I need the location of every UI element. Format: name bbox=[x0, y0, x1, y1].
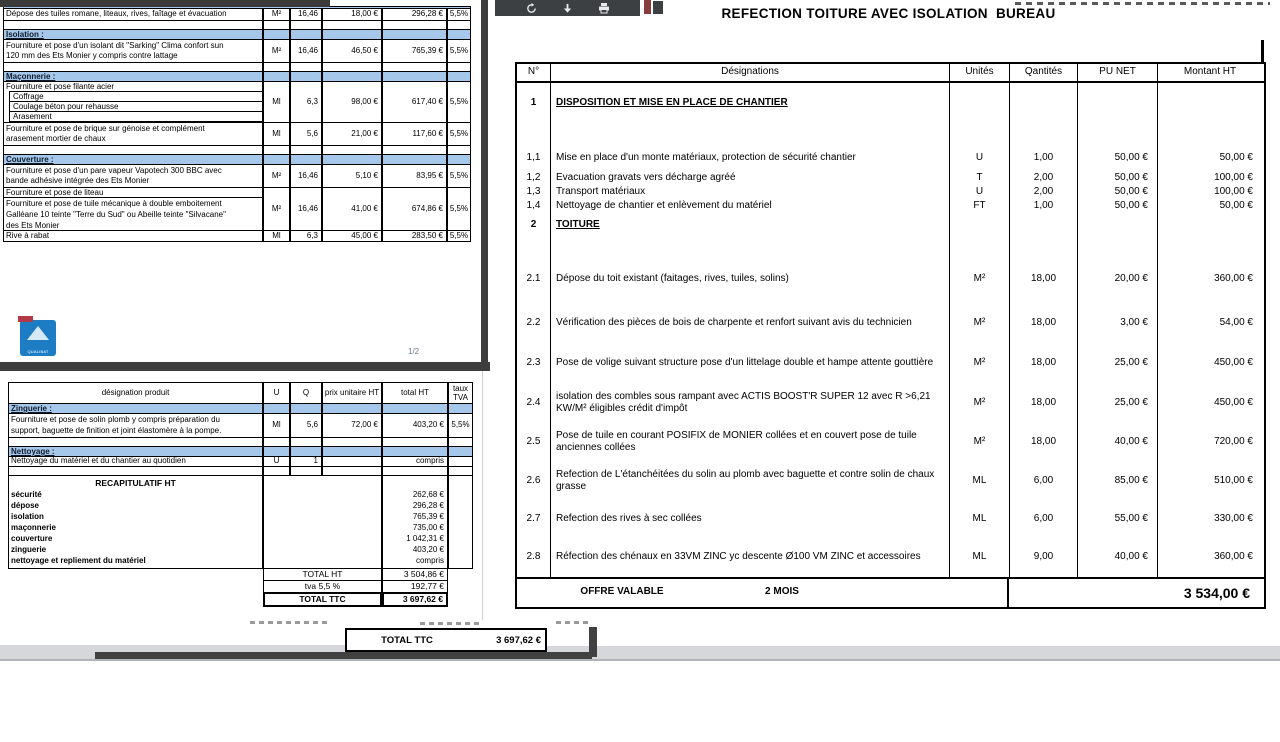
designation-line: 120 mm des Ets Monier y compris contre lattage bbox=[6, 51, 178, 60]
designation-line: Galléane 10 teinte "Terre du Sud" ou Abeille teinte "Silvacane" bbox=[6, 210, 226, 219]
table-row bbox=[3, 164, 471, 188]
unit-price-cell: 20,00 € bbox=[1078, 255, 1158, 303]
quantity-cell: 1,00 bbox=[1010, 199, 1078, 213]
recap-label: zinguerie bbox=[11, 544, 47, 554]
designation-subline: Coffrage bbox=[9, 91, 262, 102]
row-number: 1 bbox=[517, 83, 551, 145]
total-label: tva 5,5 % bbox=[263, 580, 382, 593]
designation-text: Nettoyage de chantier et enlèvement du matériel bbox=[556, 199, 772, 211]
quantity-cell: 16,46 bbox=[290, 8, 322, 21]
designation-subline: Coulage béton pour rehausse bbox=[9, 101, 262, 112]
unit-price-cell bbox=[1078, 213, 1158, 255]
quote-table-header-row bbox=[517, 64, 1264, 83]
left-page-1 bbox=[0, 0, 481, 362]
quantity-cell: 2,00 bbox=[1010, 171, 1078, 185]
unit-price-cell: 25,00 € bbox=[1078, 383, 1158, 423]
total-cell: 296,28 € bbox=[382, 8, 447, 21]
clipped-header-text bbox=[1015, 2, 1270, 5]
background-total-label: TOTAL TTC bbox=[381, 634, 433, 646]
unit-cell: U bbox=[950, 185, 1010, 199]
quote-row bbox=[517, 383, 1264, 423]
unit-cell: ML bbox=[950, 461, 1010, 501]
designation-line: bande adhésive intégrée des Ets Monier bbox=[6, 176, 150, 185]
row-number: 2.8 bbox=[517, 537, 551, 577]
quote-table bbox=[515, 62, 1266, 609]
amount-cell: 720,00 € bbox=[1214, 435, 1253, 447]
column-header: Q bbox=[290, 382, 322, 404]
left-page-2 bbox=[0, 371, 481, 620]
row-designation bbox=[551, 145, 950, 171]
amount-cell bbox=[1158, 83, 1262, 145]
unit-price-cell bbox=[1078, 83, 1158, 145]
section-label: Nettoyage : bbox=[8, 446, 263, 457]
detail-table-page1 bbox=[3, 7, 471, 242]
quote-row bbox=[517, 83, 1264, 145]
column-header: total HT bbox=[382, 382, 448, 404]
designation-line: Fourniture et pose de brique sur génoise et complément bbox=[6, 123, 205, 133]
designation-line: Fourniture et pose de tuile mécanique à double emboitement bbox=[6, 199, 222, 208]
total-row bbox=[8, 592, 473, 607]
column-header: N° bbox=[517, 64, 551, 81]
amount-cell: 50,00 € bbox=[1219, 199, 1253, 211]
quantity-cell bbox=[1010, 83, 1078, 145]
designation-text: Pose de volige suivant structure pose d'un littelage double et hampe attente gouttière bbox=[556, 356, 934, 368]
designation-line: arasement mortier de chaux bbox=[6, 134, 106, 143]
column-header: désignation produit bbox=[8, 382, 263, 404]
page-indicator: 1/2 bbox=[408, 347, 420, 356]
designation-text: DISPOSITION ET MISE EN PLACE DE CHANTIER bbox=[556, 97, 788, 108]
rge-tag bbox=[18, 316, 33, 322]
vat-cell: 5,5% bbox=[447, 230, 471, 242]
unit-cell: U bbox=[263, 456, 290, 467]
quote-row bbox=[517, 185, 1264, 199]
total-cell: 403,20 € bbox=[382, 413, 448, 438]
left-document-window bbox=[0, 0, 490, 620]
blurred-text-fragment bbox=[250, 621, 330, 624]
quote-row bbox=[517, 423, 1264, 461]
recap-label: sécurité bbox=[11, 489, 42, 499]
row-designation bbox=[551, 461, 950, 501]
row-number: 2.6 bbox=[517, 461, 551, 501]
quantity-cell: 16,46 bbox=[290, 39, 322, 63]
designation-cell bbox=[3, 81, 263, 123]
designation-cell bbox=[3, 164, 263, 188]
download-icon[interactable] bbox=[561, 2, 574, 15]
quantity-cell: 5,6 bbox=[290, 413, 322, 438]
row-number: 1,3 bbox=[517, 185, 551, 199]
quantity-cell: 6,00 bbox=[1010, 461, 1078, 501]
row-designation bbox=[551, 423, 950, 461]
blurred-text-fragment bbox=[556, 621, 590, 624]
unit-price-cell: 55,00 € bbox=[1078, 501, 1158, 537]
total-cell: 117,60 € bbox=[382, 122, 447, 146]
unit-price-cell: 40,00 € bbox=[1078, 423, 1158, 461]
total-label: TOTAL HT bbox=[263, 568, 382, 581]
column-header: prix unitaire HT bbox=[322, 382, 382, 404]
amount-cell: 330,00 € bbox=[1214, 512, 1253, 524]
designation-line: Fourniture et pose d'un pare vapeur Vapotech 300 BBC avec bbox=[6, 165, 222, 175]
unit-price-cell: 25,00 € bbox=[1078, 343, 1158, 383]
designation-line: Fourniture et pose de solin plomb y compris préparation du bbox=[11, 415, 220, 424]
right-document-page bbox=[492, 0, 1280, 646]
total-cell: 674,86 € bbox=[382, 187, 447, 231]
unit-cell: T bbox=[950, 171, 1010, 185]
amount-cell: 100,00 € bbox=[1214, 171, 1253, 183]
total-spacer bbox=[448, 592, 473, 607]
unit-price-cell: 50,00 € bbox=[1078, 171, 1158, 185]
column-header: U bbox=[263, 382, 290, 404]
amount-cell: 510,00 € bbox=[1214, 474, 1253, 486]
offer-validity-cell bbox=[517, 579, 1009, 607]
quote-row bbox=[517, 501, 1264, 537]
quantity-cell: 6,3 bbox=[290, 230, 322, 242]
grand-total-value: 3 534,00 € bbox=[1183, 585, 1250, 601]
designation-subline: Arasement bbox=[9, 111, 262, 122]
table-header-row bbox=[8, 382, 473, 404]
unit-price-cell: 41,00 € bbox=[322, 187, 382, 231]
offer-validity-label: OFFRE VALABLE bbox=[580, 586, 664, 597]
designation-cell bbox=[8, 413, 263, 438]
quote-row bbox=[517, 537, 1264, 577]
page-separator bbox=[0, 362, 490, 371]
unit-cell bbox=[950, 213, 1010, 255]
vat-cell: 5,5% bbox=[448, 413, 473, 438]
total-label: TOTAL TTC bbox=[263, 592, 382, 607]
qualibat-logo bbox=[20, 320, 56, 356]
recap-value: 403,20 € bbox=[412, 545, 444, 554]
recap-value: 1 042,31 € bbox=[406, 534, 444, 543]
quantity-cell: 6,3 bbox=[290, 81, 322, 123]
recap-label: isolation bbox=[11, 511, 44, 521]
total-value: 3 504,86 € bbox=[382, 568, 448, 581]
quantity-cell: 18,00 bbox=[1010, 423, 1078, 461]
designation-line: Dépose des tuiles romane, liteaux, rives, faîtage et évacuation bbox=[6, 9, 227, 19]
unit-cell: Ml bbox=[263, 413, 290, 438]
quantity-cell: 2,00 bbox=[1010, 185, 1078, 199]
qualibat-logo-text: QUALIBAT bbox=[27, 349, 49, 354]
designation-line: des Ets Monier bbox=[6, 221, 60, 230]
quantity-cell: 6,00 bbox=[1010, 501, 1078, 537]
recap-value: 296,28 € bbox=[412, 501, 444, 510]
row-designation bbox=[551, 383, 950, 423]
section-label: Zinguerie : bbox=[8, 403, 263, 414]
row-designation bbox=[551, 343, 950, 383]
unit-price-cell: 5,10 € bbox=[322, 164, 382, 188]
recap-value: 735,00 € bbox=[412, 523, 444, 532]
recap-value: compris bbox=[415, 556, 444, 565]
unit-cell: M² bbox=[263, 39, 290, 63]
row-number: 1,1 bbox=[517, 145, 551, 171]
designation-text: Pose de tuile en courant POSIFIX de MONIER collées et en couvert pose de tuile anciennes collées bbox=[556, 429, 917, 453]
row-number: 2.5 bbox=[517, 423, 551, 461]
unit-cell: Ml bbox=[263, 122, 290, 146]
amount-cell: 360,00 € bbox=[1214, 550, 1253, 562]
designation-text: Evacuation gravats vers décharge agréé bbox=[556, 171, 736, 183]
recap-label: nettoyage et repliement du matériel bbox=[11, 555, 146, 565]
amount-cell: 100,00 € bbox=[1214, 185, 1253, 197]
unit-price-cell: 50,00 € bbox=[1078, 185, 1158, 199]
unit-price-cell: 85,00 € bbox=[1078, 461, 1158, 501]
recap-empty-cell bbox=[263, 475, 382, 569]
quantity-cell: 18,00 bbox=[1010, 255, 1078, 303]
quantity-cell: 1 bbox=[290, 456, 322, 467]
window-edge-fragment bbox=[1261, 40, 1264, 64]
row-number: 2.4 bbox=[517, 383, 551, 423]
pyramid-icon bbox=[27, 326, 49, 340]
designation-cell bbox=[3, 187, 263, 231]
row-designation bbox=[551, 255, 950, 303]
designation-line: Fourniture et pose filante acier bbox=[6, 82, 115, 91]
table-row bbox=[3, 230, 471, 242]
column-header: Unités bbox=[950, 64, 1010, 81]
row-number: 2.2 bbox=[517, 303, 551, 343]
offer-validity-value: 2 MOIS bbox=[765, 586, 799, 597]
recap-title: RECAPITULATIF HT bbox=[95, 478, 176, 488]
amount-cell: 450,00 € bbox=[1214, 356, 1253, 368]
column-header: Qantités bbox=[1010, 64, 1078, 81]
background-window-bottom-edge bbox=[95, 652, 592, 659]
row-designation bbox=[551, 537, 950, 577]
row-number: 2.1 bbox=[517, 255, 551, 303]
total-value: 192,77 € bbox=[382, 580, 448, 593]
designation-text: Transport matériaux bbox=[556, 185, 646, 197]
recap-values-cell bbox=[382, 475, 448, 569]
unit-price-cell: 40,00 € bbox=[1078, 537, 1158, 577]
unit-price-cell: 18,00 € bbox=[322, 8, 382, 21]
designation-cell bbox=[3, 122, 263, 146]
quantity-cell: 16,46 bbox=[290, 164, 322, 188]
unit-cell: M² bbox=[950, 343, 1010, 383]
section-label: Couverture : bbox=[3, 154, 263, 165]
vat-cell: 5,5% bbox=[447, 122, 471, 146]
column-header: taux TVA bbox=[448, 382, 473, 404]
page-edge-line bbox=[482, 371, 483, 620]
quote-table-footer bbox=[517, 577, 1264, 607]
designation-line: Nettoyage du matériel et du chantier au quotidien bbox=[11, 456, 186, 466]
recap-label: couverture bbox=[11, 533, 53, 543]
unit-cell: Ml bbox=[263, 230, 290, 242]
quote-row bbox=[517, 145, 1264, 171]
total-cell: 617,40 € bbox=[382, 81, 447, 123]
unit-cell: M² bbox=[263, 164, 290, 188]
designation-line: Fourniture et pose d'un isolant dit "Sarking" Clima confort sun bbox=[6, 40, 224, 50]
designation-text: Dépose du toit existant (faitages, rives, tuiles, solins) bbox=[556, 272, 789, 284]
designation-text: Refection de L'étanchéitées du solin au plomb avec baguette et contre solin de chaux grasse bbox=[556, 468, 935, 492]
designation-text: Vérification des pièces de bois de charpente et renfort suivant avis du technicien bbox=[556, 316, 912, 328]
quantity-cell: 9,00 bbox=[1010, 537, 1078, 577]
unit-price-cell: 50,00 € bbox=[1078, 145, 1158, 171]
designation-block bbox=[4, 198, 262, 231]
quantity-cell bbox=[1010, 213, 1078, 255]
total-cell: compris bbox=[382, 456, 448, 467]
row-number: 2 bbox=[517, 213, 551, 255]
quantity-cell: 18,00 bbox=[1010, 303, 1078, 343]
recap-label: maçonnerie bbox=[11, 522, 56, 532]
unit-cell: U bbox=[950, 145, 1010, 171]
window-fragment-red bbox=[644, 0, 651, 14]
quote-row bbox=[517, 303, 1264, 343]
table-row bbox=[3, 187, 471, 231]
total-spacer bbox=[8, 592, 263, 607]
quantity-cell: 16,46 bbox=[290, 187, 322, 231]
unit-price-cell: 50,00 € bbox=[1078, 199, 1158, 213]
section-label: Isolation : bbox=[3, 29, 263, 40]
amount-cell: 360,00 € bbox=[1214, 272, 1253, 284]
blurred-text-fragment bbox=[420, 622, 480, 625]
quote-row bbox=[517, 199, 1264, 213]
unit-price-cell: 98,00 € bbox=[322, 81, 382, 123]
amount-cell: 50,00 € bbox=[1219, 151, 1253, 163]
row-designation bbox=[551, 303, 950, 343]
recap-labels-cell bbox=[8, 475, 263, 569]
row-number: 2.3 bbox=[517, 343, 551, 383]
designation-text: Réfection des chénaux en 33VM ZINC yc descente Ø100 VM ZINC et accessoires bbox=[556, 550, 921, 562]
recap-value: 765,39 € bbox=[412, 512, 444, 521]
row-designation bbox=[551, 171, 950, 185]
unit-price-cell: 46,50 € bbox=[322, 39, 382, 63]
total-value: 3 697,62 € bbox=[382, 592, 448, 607]
unit-cell bbox=[950, 83, 1010, 145]
quantity-cell: 5,6 bbox=[290, 122, 322, 146]
quantity-cell: 1,00 bbox=[1010, 145, 1078, 171]
quote-row bbox=[517, 213, 1264, 255]
left-window-titlebar-fragment bbox=[0, 0, 330, 7]
unit-cell: M² bbox=[950, 303, 1010, 343]
table-row bbox=[3, 122, 471, 146]
designation-cell bbox=[3, 230, 263, 242]
window-fragment-dark bbox=[653, 1, 663, 14]
designation-line: Fourniture et pose de liteau bbox=[4, 188, 262, 198]
column-header: Montant HT bbox=[1183, 66, 1237, 78]
quote-row bbox=[517, 255, 1264, 303]
quantity-cell: 18,00 bbox=[1010, 343, 1078, 383]
unit-cell: M² bbox=[263, 8, 290, 21]
unit-cell: M² bbox=[950, 423, 1010, 461]
quote-row bbox=[517, 171, 1264, 185]
unit-price-cell: 45,00 € bbox=[322, 230, 382, 242]
total-cell: 283,50 € bbox=[382, 230, 447, 242]
recap-block bbox=[8, 475, 473, 569]
row-number: 2.7 bbox=[517, 501, 551, 537]
vat-cell: 5,5% bbox=[447, 81, 471, 123]
detail-table-page2 bbox=[8, 383, 473, 607]
row-designation bbox=[551, 213, 950, 255]
document-title: REFECTION TOITURE AVEC ISOLATION BUREAU bbox=[721, 6, 1056, 21]
row-number: 1,4 bbox=[517, 199, 551, 213]
unit-cell: M² bbox=[950, 383, 1010, 423]
recap-tva-cell bbox=[448, 475, 473, 569]
unit-price-cell: 3,00 € bbox=[1078, 303, 1158, 343]
vat-cell: 5,5% bbox=[447, 187, 471, 231]
unit-cell: Ml bbox=[263, 81, 290, 123]
quote-table-body bbox=[517, 83, 1264, 577]
pdf-toolbar bbox=[495, 0, 640, 16]
designation-text: Mise en place d'un monte matériaux, protection de sécurité chantier bbox=[556, 151, 856, 163]
column-header: PU NET bbox=[1078, 64, 1158, 81]
designation-cell bbox=[3, 39, 263, 63]
amount-cell: 54,00 € bbox=[1219, 316, 1253, 328]
amount-cell: 450,00 € bbox=[1214, 396, 1253, 408]
total-cell: 83,95 € bbox=[382, 164, 447, 188]
unit-cell: M² bbox=[950, 255, 1010, 303]
designation-text: Refection des rives à sec collées bbox=[556, 512, 702, 524]
quote-row bbox=[517, 461, 1264, 501]
table-row bbox=[3, 81, 471, 123]
background-total-value: 3 697,62 € bbox=[496, 634, 541, 646]
quote-row bbox=[517, 343, 1264, 383]
vat-cell: 5,5% bbox=[447, 8, 471, 21]
print-icon[interactable] bbox=[597, 2, 610, 15]
column-header: Désignations bbox=[551, 64, 950, 81]
total-cell: 765,39 € bbox=[382, 39, 447, 63]
unit-cell: ML bbox=[950, 537, 1010, 577]
unit-cell: ML bbox=[950, 501, 1010, 537]
unit-price-cell: 72,00 € bbox=[322, 413, 382, 438]
section-label: Maçonnerie : bbox=[3, 71, 263, 82]
rotate-icon[interactable] bbox=[525, 2, 538, 15]
vat-cell: 5,5% bbox=[447, 164, 471, 188]
row-designation bbox=[551, 199, 950, 213]
unit-cell: M² bbox=[263, 187, 290, 231]
table-row bbox=[3, 39, 471, 63]
designation-text: isolation des combles sous rampant avec ACTIS BOOST'R SUPER 12 avec R >6,21 KW/M² éligibles crédit d'impôt bbox=[556, 390, 931, 414]
row-designation bbox=[551, 501, 950, 537]
row-designation bbox=[551, 185, 950, 199]
amount-cell bbox=[1158, 213, 1262, 255]
row-number: 1,2 bbox=[517, 171, 551, 185]
designation-text: TOITURE bbox=[556, 219, 600, 230]
background-total-box bbox=[345, 628, 547, 652]
table-row bbox=[8, 413, 473, 438]
recap-label: dépose bbox=[11, 500, 40, 510]
vat-cell: 5,5% bbox=[447, 39, 471, 63]
recap-spacer bbox=[383, 476, 447, 489]
unit-price-cell: 21,00 € bbox=[322, 122, 382, 146]
recap-value: 262,68 € bbox=[412, 490, 444, 499]
unit-cell: FT bbox=[950, 199, 1010, 213]
row-designation bbox=[551, 83, 950, 145]
quantity-cell: 18,00 bbox=[1010, 383, 1078, 423]
designation-line: Rive à rabat bbox=[6, 230, 50, 240]
left-window-right-edge bbox=[481, 0, 488, 371]
designation-line: support, baguette de finition et joint élastomère à la pompe. bbox=[11, 425, 222, 435]
